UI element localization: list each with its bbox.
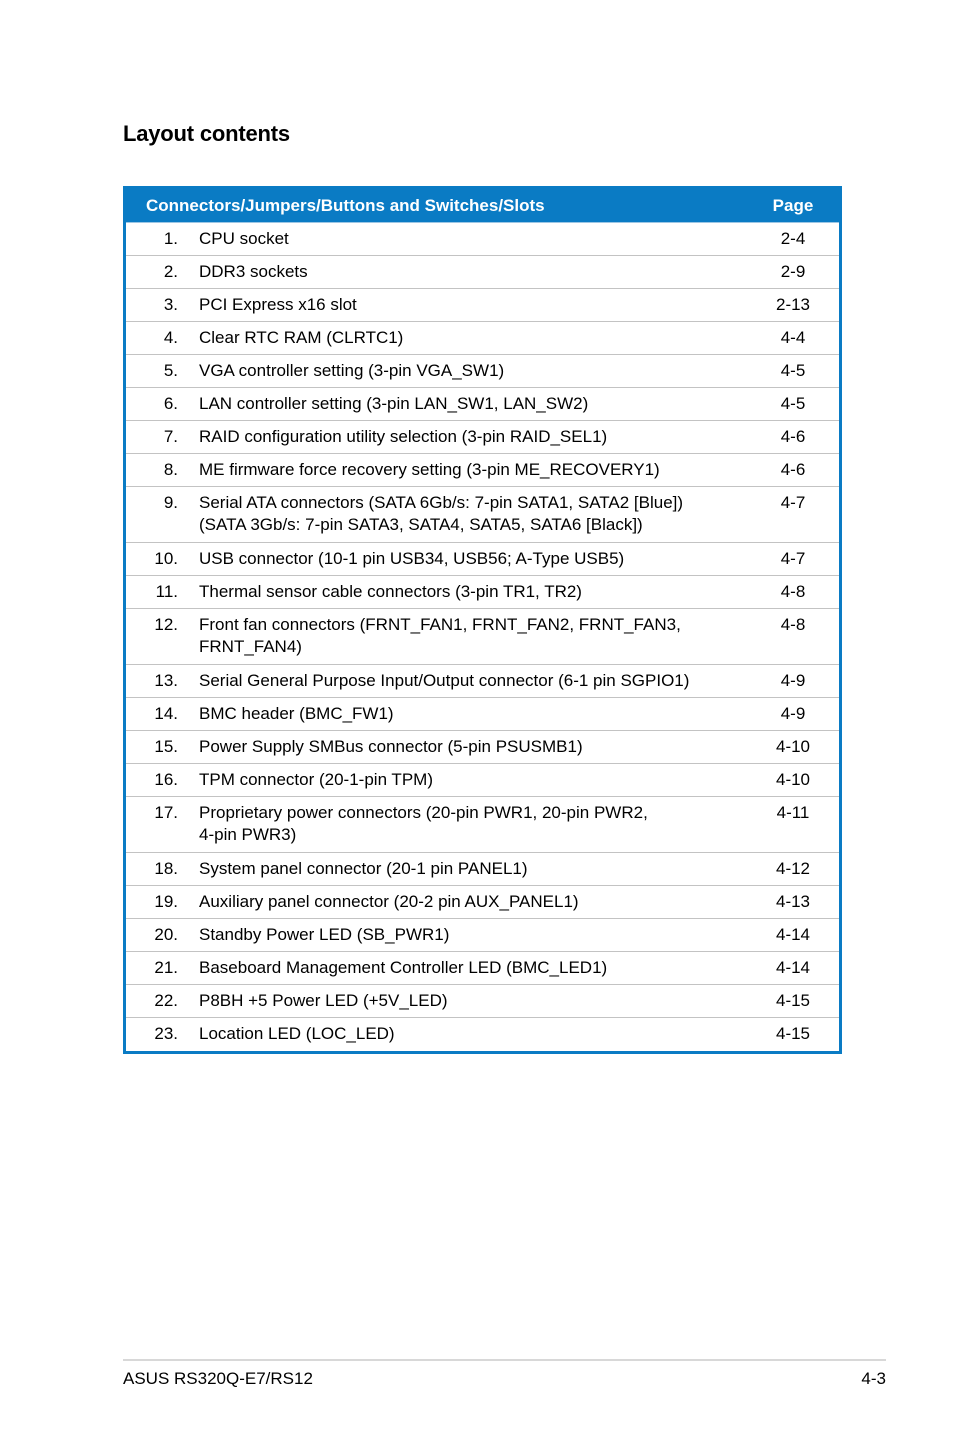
row-page-ref: 4-8	[780, 582, 806, 601]
row-number: 6.	[163, 394, 178, 413]
table-row	[126, 322, 839, 355]
row-page-ref: 4-9	[780, 671, 806, 690]
row-item-name: DDR3 sockets	[199, 262, 308, 281]
row-item-name: Location LED (LOC_LED)	[199, 1024, 395, 1043]
table-header	[126, 189, 839, 223]
table-row	[126, 797, 839, 853]
row-item-name: LAN controller setting (3-pin LAN_SW1, LAN_SW2)	[199, 394, 589, 413]
row-page-ref: 4-12	[775, 859, 811, 878]
header-item-column: Connectors/Jumpers/Buttons and Switches/Slots	[146, 195, 545, 215]
row-page-ref: 4-6	[780, 427, 806, 446]
row-page-ref: 4-9	[780, 704, 806, 723]
row-item-name: RAID configuration utility selection (3-pin RAID_SEL1)	[199, 427, 608, 446]
row-number: 8.	[163, 460, 178, 479]
row-item-name: Proprietary power connectors (20-pin PWR1, 20-pin PWR2, 4-pin PWR3)	[199, 803, 648, 844]
row-number: 3.	[163, 295, 178, 314]
row-page-ref: 4-7	[780, 493, 806, 512]
row-page-ref: 4-4	[780, 328, 806, 347]
row-item-name: Baseboard Management Controller LED (BMC_LED1)	[199, 958, 608, 977]
row-page-ref: 4-14	[775, 958, 811, 977]
row-number: 10.	[154, 549, 178, 568]
row-page-ref: 4-14	[775, 925, 811, 944]
table-row	[126, 355, 839, 388]
row-number: 2.	[163, 262, 178, 281]
row-number: 5.	[163, 361, 178, 380]
row-item-name: Power Supply SMBus connector (5-pin PSUSMB1)	[199, 737, 583, 756]
row-page-ref: 4-6	[780, 460, 806, 479]
table-row	[126, 919, 839, 952]
row-page-ref: 4-7	[780, 549, 806, 568]
table-row	[126, 764, 839, 797]
row-item-name: Clear RTC RAM (CLRTC1)	[199, 328, 404, 347]
page-title: Layout contents	[123, 121, 290, 146]
row-number: 17.	[154, 803, 178, 822]
row-item-name: CPU socket	[199, 229, 289, 248]
row-page-ref: 4-10	[775, 737, 811, 756]
table-row	[126, 886, 839, 919]
row-number: 13.	[154, 671, 178, 690]
table-row	[126, 223, 839, 256]
row-number: 19.	[154, 892, 178, 911]
header-page-column: Page	[772, 195, 814, 215]
row-number: 14.	[154, 704, 178, 723]
row-item-name: Serial General Purpose Input/Output connector (6-1 pin SGPIO1)	[199, 671, 690, 690]
table-row	[126, 289, 839, 322]
row-item-name: USB connector (10-1 pin USB34, USB56; A-Type USB5)	[199, 549, 625, 568]
layout-contents-table	[123, 186, 842, 1054]
table-row	[126, 665, 839, 698]
row-number: 11.	[155, 582, 178, 601]
row-page-ref: 2-4	[780, 229, 806, 248]
row-page-ref: 4-13	[775, 892, 811, 911]
row-page-ref: 4-15	[775, 1024, 811, 1043]
row-page-ref: 4-5	[780, 394, 806, 413]
row-page-ref: 4-15	[775, 991, 811, 1010]
row-item-name: System panel connector (20-1 pin PANEL1)	[199, 859, 528, 878]
footer-page-number: 4-3	[861, 1369, 886, 1388]
row-number: 15.	[154, 737, 178, 756]
row-page-ref: 2-9	[780, 262, 806, 281]
row-item-name: PCI Express x16 slot	[199, 295, 357, 314]
row-number: 1.	[163, 229, 178, 248]
row-item-name: BMC header (BMC_FW1)	[199, 704, 394, 723]
row-number: 23.	[154, 1024, 178, 1043]
table-row	[126, 985, 839, 1018]
table-row	[126, 421, 839, 454]
row-item-name: ME firmware force recovery setting (3-pin ME_RECOVERY1)	[199, 460, 660, 479]
table-row	[126, 388, 839, 421]
table-row	[126, 698, 839, 731]
table-row	[126, 952, 839, 985]
row-item-name: Serial ATA connectors (SATA 6Gb/s: 7-pin SATA1, SATA2 [Blue]) (SATA 3Gb/s: 7-pin SATA3, SATA4, SATA5, SATA6 [Black])	[199, 493, 684, 534]
row-number: 22.	[154, 991, 178, 1010]
table-row	[126, 576, 839, 609]
row-number: 9.	[163, 493, 178, 512]
row-page-ref: 4-5	[780, 361, 806, 380]
row-item-name: Thermal sensor cable connectors (3-pin TR1, TR2)	[199, 582, 582, 601]
row-item-name: VGA controller setting (3-pin VGA_SW1)	[199, 361, 505, 380]
table-row	[126, 487, 839, 543]
table-row	[126, 543, 839, 576]
footer-product-name: ASUS RS320Q-E7/RS12	[123, 1369, 313, 1388]
row-number: 16.	[154, 770, 178, 789]
table-row	[126, 853, 839, 886]
table-row	[126, 1018, 839, 1051]
row-item-name: Auxiliary panel connector (20-2 pin AUX_PANEL1)	[199, 892, 579, 911]
table-body	[126, 223, 839, 1051]
row-number: 12.	[154, 615, 178, 634]
table-row	[126, 454, 839, 487]
row-number: 21.	[154, 958, 178, 977]
row-number: 7.	[163, 427, 178, 446]
row-number: 4.	[163, 328, 178, 347]
row-number: 18.	[154, 859, 178, 878]
row-item-name: Standby Power LED (SB_PWR1)	[199, 925, 450, 944]
row-page-ref: 4-10	[775, 770, 811, 789]
footer-divider	[123, 1359, 886, 1361]
table-row	[126, 256, 839, 289]
table-row	[126, 731, 839, 764]
row-page-ref: 4-8	[780, 615, 806, 634]
row-item-name: P8BH +5 Power LED (+5V_LED)	[199, 991, 448, 1010]
row-page-ref: 2-13	[775, 295, 811, 314]
table-row	[126, 609, 839, 665]
row-item-name: TPM connector (20-1-pin TPM)	[199, 770, 433, 789]
row-page-ref: 4-11	[776, 803, 810, 822]
row-item-name: Front fan connectors (FRNT_FAN1, FRNT_FAN2, FRNT_FAN3, FRNT_FAN4)	[199, 615, 681, 656]
row-number: 20.	[154, 925, 178, 944]
